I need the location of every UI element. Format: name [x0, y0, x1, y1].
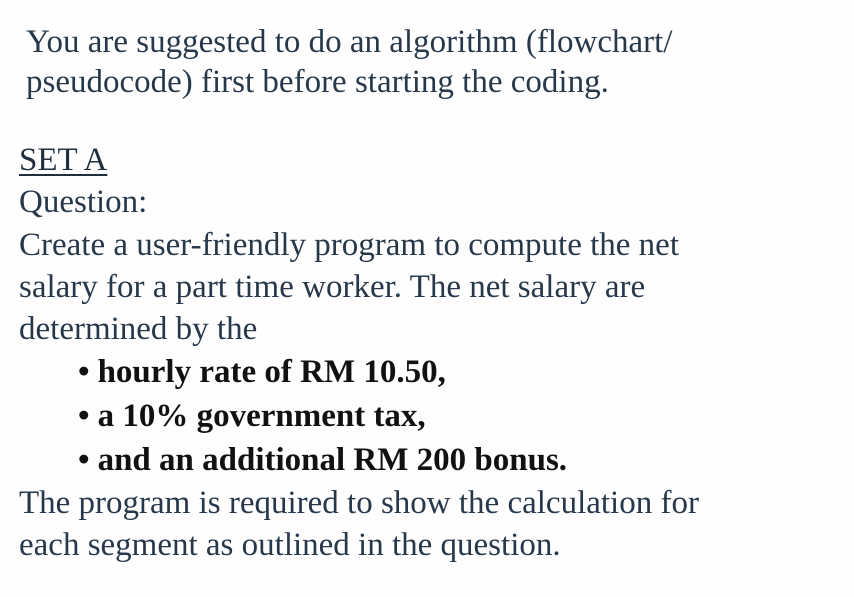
question-line-3: determined by the — [19, 311, 258, 347]
list-item — [78, 394, 567, 438]
list-item-text: and an additional RM 200 bonus. — [97, 442, 568, 478]
intro-line-1: You are suggested to do an algorithm (flowchart/ — [26, 24, 673, 60]
requirements-list — [78, 350, 567, 482]
list-item — [78, 438, 567, 482]
list-item — [78, 350, 567, 394]
set-title: SET A — [19, 142, 108, 178]
question-body — [19, 224, 779, 350]
question-label: Question: — [19, 184, 148, 220]
bullet-icon: • — [78, 354, 90, 390]
bullet-icon: • — [78, 398, 90, 434]
intro-line-2: pseudocode) first before starting the coding. — [26, 64, 609, 100]
bullet-icon: • — [78, 442, 90, 478]
list-item-text: hourly rate of RM 10.50, — [97, 354, 446, 390]
closing-line-2: each segment as outlined in the question. — [19, 527, 561, 563]
closing-line-1: The program is required to show the calculation for — [19, 485, 699, 521]
closing-paragraph — [19, 482, 819, 566]
intro-paragraph — [26, 22, 826, 102]
question-line-1: Create a user-friendly program to compute the net — [19, 227, 679, 263]
question-line-2: salary for a part time worker. The net salary are — [19, 269, 646, 305]
list-item-text: a 10% government tax, — [97, 398, 426, 434]
